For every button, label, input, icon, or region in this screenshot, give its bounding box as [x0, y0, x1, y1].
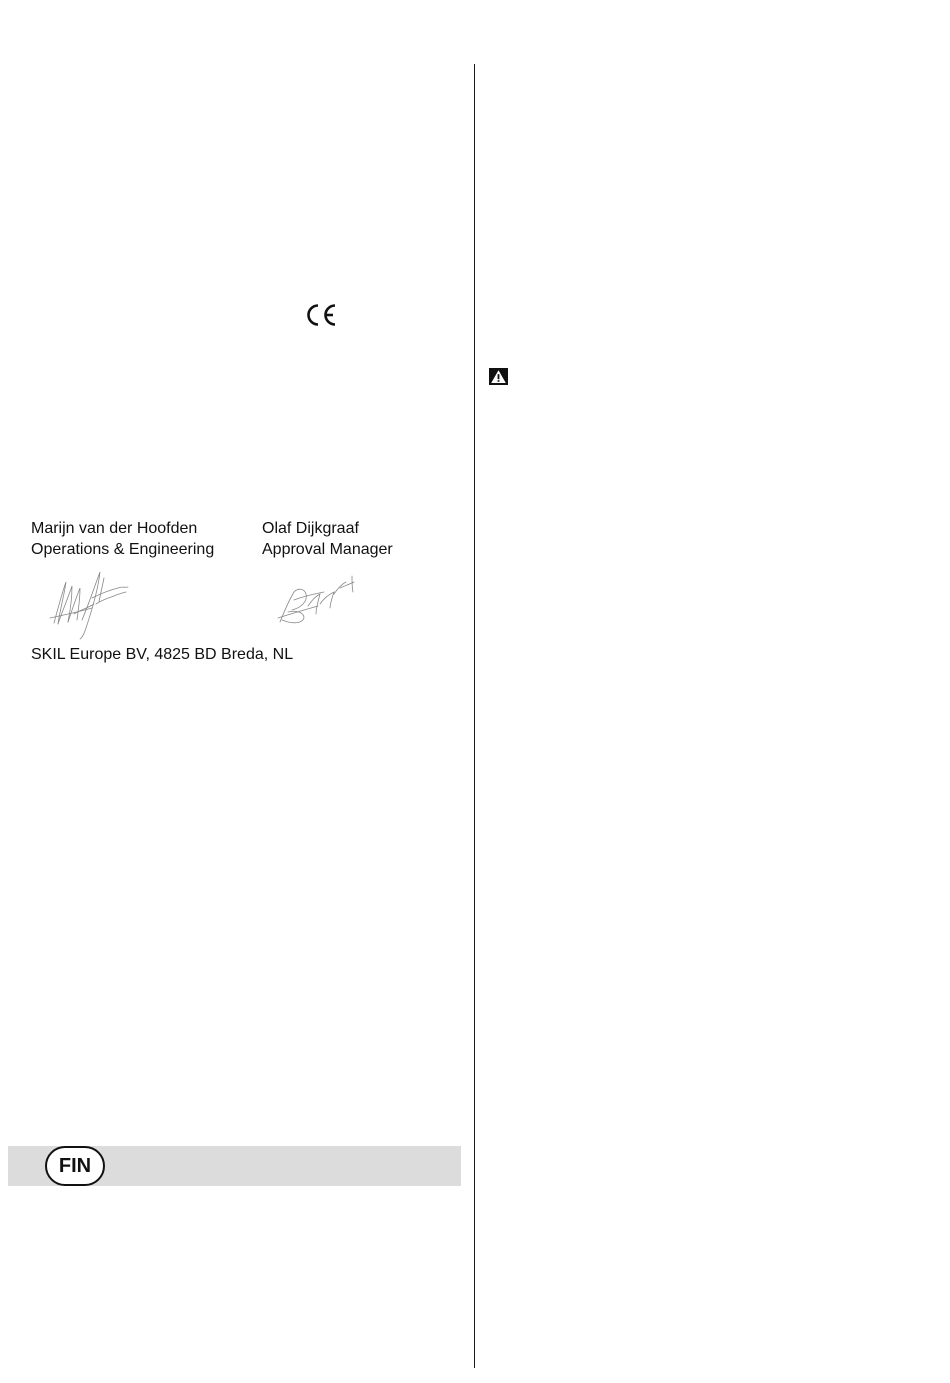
warning-triangle-icon [489, 368, 508, 385]
signatory-approval [262, 518, 393, 560]
signatory-operations [31, 518, 214, 560]
signatory-title: Approval Manager [262, 541, 393, 558]
language-code-badge: FIN [45, 1146, 105, 1186]
signature-approval [274, 574, 358, 628]
company-address: SKIL Europe BV, 4825 BD Breda, NL [31, 646, 294, 663]
signatory-name: Olaf Dijkgraaf [262, 520, 359, 537]
signatory-title: Operations & Engineering [31, 541, 215, 558]
ce-mark-icon [304, 302, 338, 328]
signature-operations [44, 568, 132, 640]
column-divider [474, 64, 475, 1368]
signatory-name: Marijn van der Hoofden [31, 520, 198, 537]
